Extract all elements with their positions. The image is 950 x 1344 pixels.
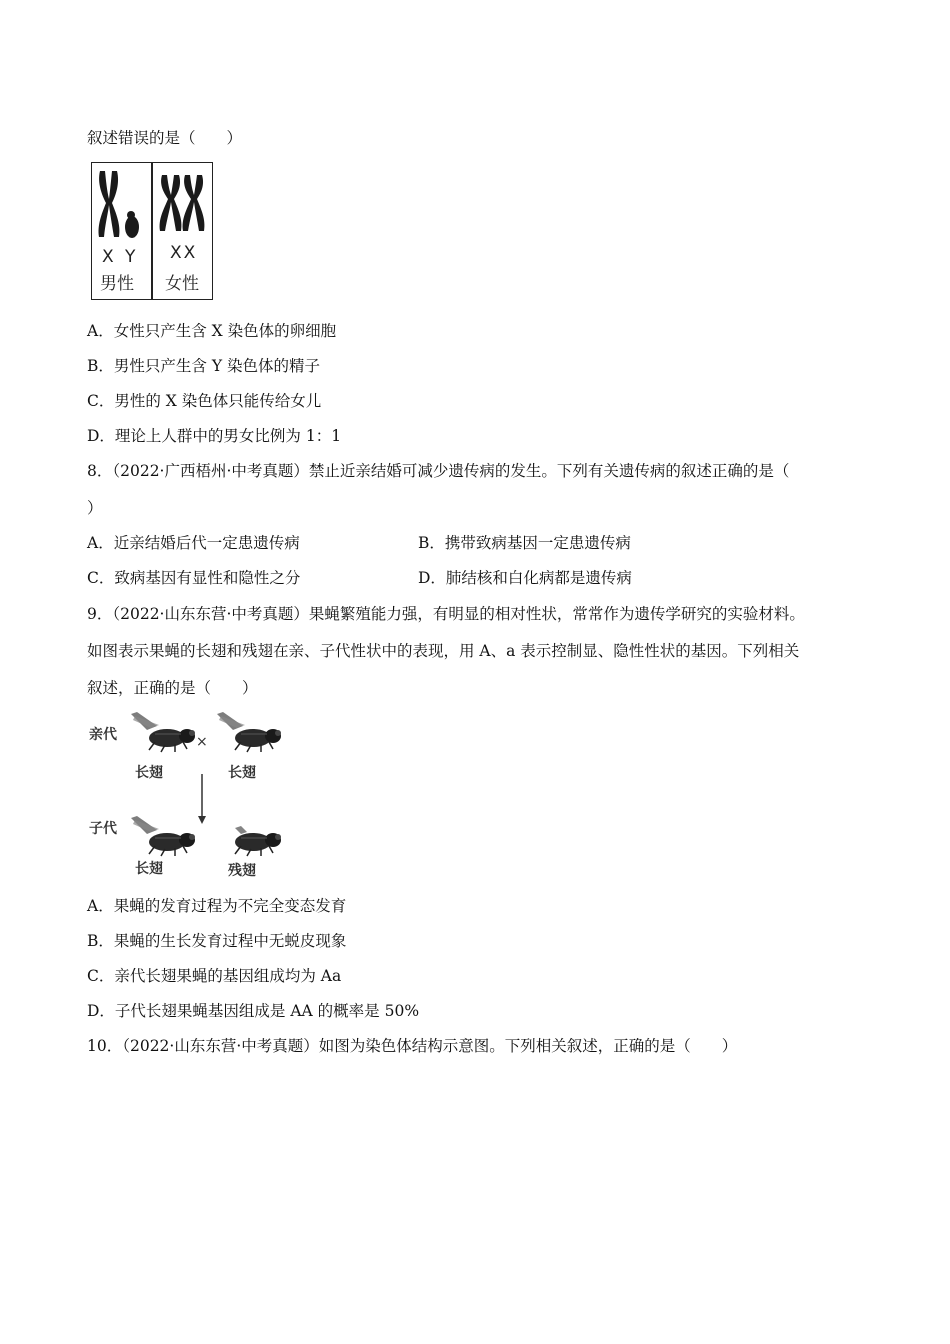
cross-arrow-head <box>198 816 206 824</box>
child-generation-label: 子代 <box>89 821 117 837</box>
q7-option-d: D．理论上人群中的男女比例为 1：1 <box>87 427 342 445</box>
female-x-chromosome-2 <box>183 175 205 231</box>
q8-option-a: A．近亲结婚后代一定患遗传病 <box>87 534 300 552</box>
q8-option-c: C．致病基因有显性和隐性之分 <box>87 569 301 587</box>
q8-option-d: D．肺结核和白化病都是遗传病 <box>418 569 632 587</box>
child2-trait-label: 残翅 <box>228 863 256 879</box>
female-sex-label: 女性 <box>165 274 199 294</box>
child1-trait-label: 长翅 <box>135 861 163 877</box>
q8-option-b: B．携带致病基因一定患遗传病 <box>418 534 631 552</box>
q7-option-b: B．男性只产生含 Y 染色体的精子 <box>87 357 320 375</box>
q8-stem-line2: ） <box>87 499 103 517</box>
male-sex-label: 男性 <box>100 274 134 294</box>
q9-stem-line2: 如图表示果蝇的长翅和残翅在亲、子代性状中的表现，用 A、a 表示控制显、隐性性状的基因。下列相关 <box>87 642 800 660</box>
female-genotype-label: XX <box>170 243 198 263</box>
male-x-chromosome <box>99 171 120 237</box>
q10-stem: 10．（2022·山东东营·中考真题）如图为染色体结构示意图。下列相关叙述，正确的是（ ） <box>87 1037 738 1055</box>
q7-stem-tail: 叙述错误的是（ ） <box>87 129 243 147</box>
cross-symbol: × <box>196 734 208 750</box>
q8-stem-line1: 8．（2022·广西梧州·中考真题）禁止近亲结婚可减少遗传病的发生。下列有关遗传病的叙述正确的是（ <box>87 462 790 480</box>
female-x-chromosome-1 <box>160 175 182 231</box>
chromosome-figure <box>91 162 213 300</box>
child-fly-short <box>235 826 281 856</box>
parent1-trait-label: 长翅 <box>135 765 163 781</box>
q9-stem-line1: 9．（2022·山东东营·中考真题）果蝇繁殖能力强，有明显的相对性状，常常作为遗传学研究的实验材料。 <box>87 605 805 623</box>
q7-option-c: C．男性的 X 染色体只能传给女儿 <box>87 392 322 410</box>
fruit-fly-cross-figure <box>87 710 287 882</box>
male-genotype-label: X Y <box>102 247 139 267</box>
q9-option-b: B．果蝇的生长发育过程中无蜕皮现象 <box>87 932 347 950</box>
parent-fly-1 <box>131 712 195 752</box>
q7-option-a: A．女性只产生含 X 染色体的卵细胞 <box>87 322 337 340</box>
child-fly-long <box>131 816 195 856</box>
parent2-trait-label: 长翅 <box>228 765 256 781</box>
male-y-chromosome <box>125 211 139 238</box>
parent-fly-2 <box>217 712 281 752</box>
q9-option-d: D．子代长翅果蝇基因组成是 AA 的概率是 50% <box>87 1002 420 1020</box>
parent-generation-label: 亲代 <box>89 727 117 743</box>
q9-option-a: A．果蝇的发育过程为不完全变态发育 <box>87 897 347 915</box>
fruit-fly-drawing <box>87 710 287 882</box>
q9-stem-line3: 叙述，正确的是（ ） <box>87 679 258 697</box>
q9-option-c: C．亲代长翅果蝇的基因组成均为 Aa <box>87 967 342 985</box>
